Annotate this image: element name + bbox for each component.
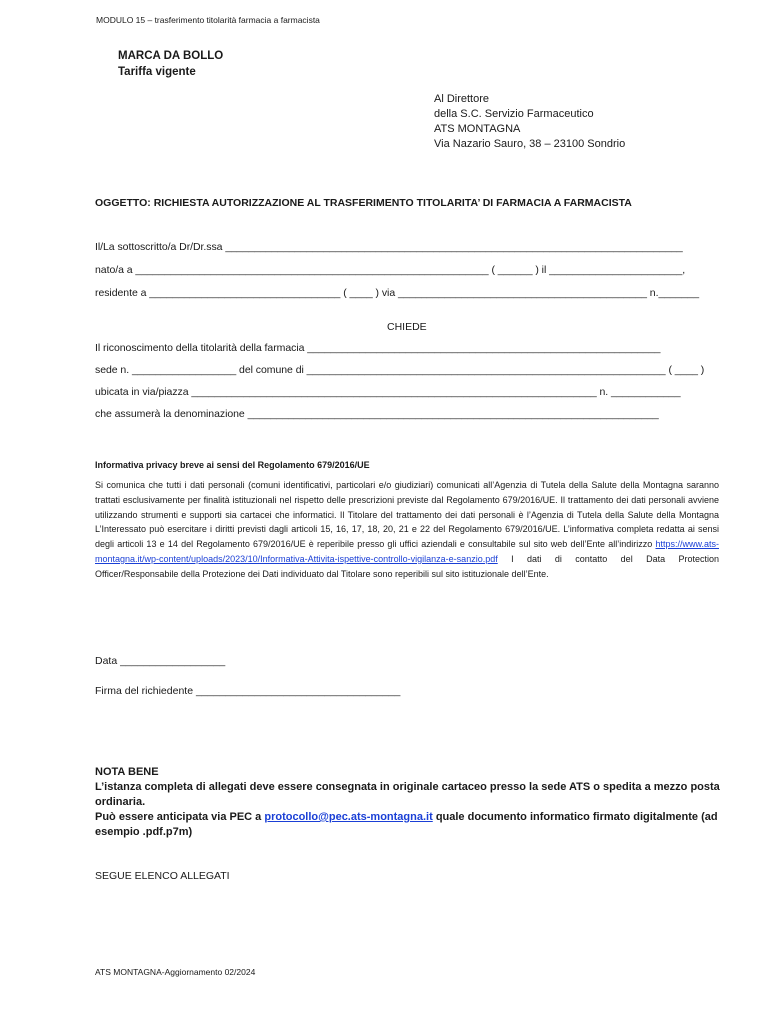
subject-line: OGGETTO: RICHIESTA AUTORIZZAZIONE AL TRASFERIMENTO TITOLARITA’ DI FARMACIA A FARMACISTA	[95, 197, 632, 209]
pec-email-link[interactable]: protocollo@pec.ats-montagna.it	[264, 811, 433, 823]
module-header: MODULO 15 – trasferimento titolarità farmacia a farmacista	[96, 15, 320, 25]
stamp-tariff: Tariffa vigente	[118, 66, 196, 78]
nota-bene-title: NOTA BENE	[95, 766, 159, 778]
recipient-line: Via Nazario Sauro, 38 – 23100 Sondrio	[434, 138, 626, 150]
recipient-line: ATS MONTAGNA	[434, 123, 521, 135]
privacy-text: Si comunica che tutti i dati personali (comuni identificativi, particolari e/o giudiziari) comunicati all’Agenzia di Tutela della Salute della Montagna saranno trattati esclusivamente per finalità istituzionali nel rispetto delle prescrizioni previste dal Regolamento 679/2016/UE. Il trattamento dei dati personali avviene utilizzando strumenti e supporti sia cartacei che informatici. Il Titolare del trattamento dei dati personali è l’Agenzia di Tutela della Salute della Montagna L’Interessato può esercitare i diritti previsti dagli articoli 15, 16, 17, 18, 20, 21 e 22 del Regolamento 679/2016/UE. L’informativa completa redatta ai sensi degli articoli 13 e 14 del Regolamento 679/2016/UE è reperibile presso gli uffici aziendali e consultabile sul sito web dell’Ente all’indirizzo	[95, 480, 719, 550]
recipient-line: Al Direttore	[434, 93, 490, 105]
privacy-link[interactable]: https://www.ats-montagna.it/wp-content/uploads/2023/10/Informativa-Attivita-ispettive-controllo-vigilanza-e-sanzio.pdf	[95, 539, 719, 564]
nota-bene-line: L’istanza completa di allegati deve essere consegnata in originale cartaceo presso la sede ATS o spedita a mezzo posta ordinaria.	[95, 781, 720, 808]
date-field[interactable]: Data __________________	[95, 655, 226, 667]
revenue-stamp-box	[118, 48, 223, 80]
pec-text: Può essere anticipata via PEC a	[95, 811, 265, 823]
pharmacy-recognition-field[interactable]: Il riconoscimento della titolarità della farmacia _____________________________________________________________	[95, 342, 661, 354]
page-footer: ATS MONTAGNA-Aggiornamento 02/2024	[95, 967, 256, 977]
pharmacy-seat-field[interactable]: sede n. __________________ del comune di ______________________________________________________________ ( ____ )	[95, 364, 705, 376]
attachments-heading: SEGUE ELENCO ALLEGATI	[95, 870, 230, 882]
recipient-address	[434, 92, 625, 152]
pharmacy-denomination-field[interactable]: che assumerà la denominazione _______________________________________________________________________	[95, 408, 659, 420]
privacy-notice	[95, 478, 719, 582]
request-heading: CHIEDE	[387, 321, 427, 333]
pec-text-end: quale documento informatico firmato digitalmente (ad esempio .pdf.p7m)	[95, 811, 718, 838]
nota-bene-section	[95, 765, 735, 840]
privacy-text-end: I dati di contatto del Data Protection Officer/Responsabile della Protezione dei Dati individuato dal Titolare sono reperibili sul sito istituzionale dell’Ente.	[95, 553, 719, 579]
residence-field[interactable]: residente a _________________________________ ( ____ ) via ___________________________________________ n._______	[95, 287, 699, 299]
signature-field[interactable]: Firma del richiedente ___________________________________	[95, 685, 401, 697]
privacy-title: Informativa privacy breve ai sensi del Regolamento 679/2016/UE	[95, 460, 370, 470]
nota-bene-pec	[95, 810, 735, 840]
birth-field[interactable]: nato/a a _____________________________________________________________ ( ______ ) il _______________________,	[95, 264, 686, 276]
stamp-label: MARCA DA BOLLO	[118, 50, 224, 62]
pharmacy-location-field[interactable]: ubicata in via/piazza ______________________________________________________________________ n. ____________	[95, 386, 681, 398]
recipient-line: della S.C. Servizio Farmaceutico	[434, 108, 594, 120]
applicant-name-field[interactable]: Il/La sottoscritto/a Dr/Dr.ssa _______________________________________________________________________________	[95, 241, 683, 253]
